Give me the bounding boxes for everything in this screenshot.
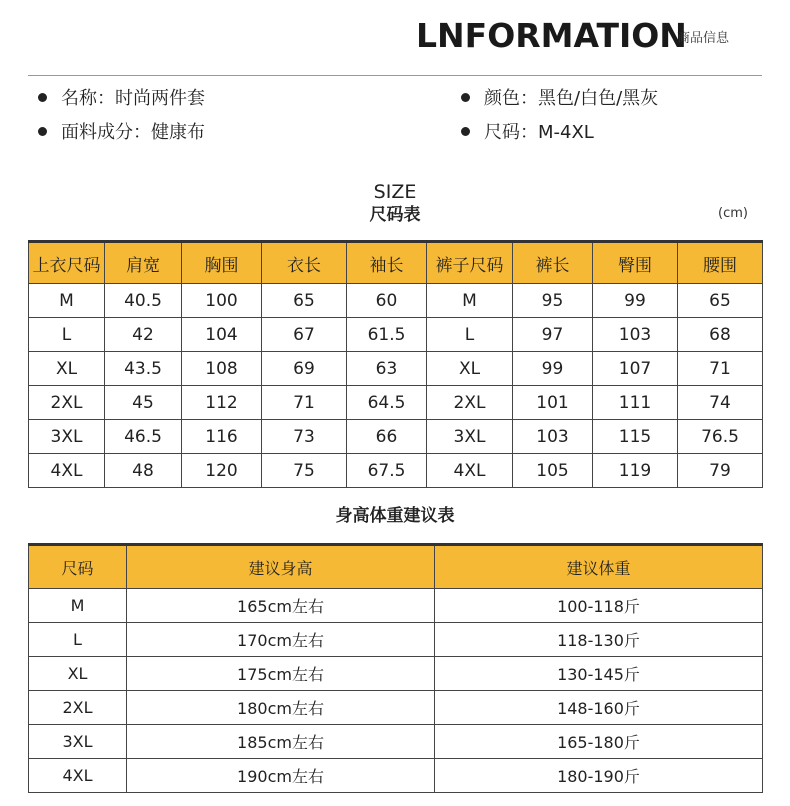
size-table-cell: 4XL: [29, 454, 105, 488]
size-table-cell: 2XL: [29, 386, 105, 420]
recommend-table-cell: 165cm左右: [127, 589, 435, 623]
size-chart-header-row: [29, 242, 763, 284]
recommend-table-row: [29, 589, 763, 623]
size-table-cell: 75: [262, 454, 347, 488]
recommend-table-cell: 148-160斤: [435, 691, 763, 725]
size-chart-title-cn: 尺码表: [369, 205, 421, 225]
size-chart-unit: (cm): [718, 206, 748, 221]
recommend-table-cell: 4XL: [29, 759, 127, 793]
size-header-cell: 上衣尺码: [29, 242, 105, 284]
recommend-table-cell: 175cm左右: [127, 657, 435, 691]
recommend-chart-table: [28, 543, 763, 793]
size-header-cell: 衣长: [262, 242, 347, 284]
size-table-cell: 2XL: [427, 386, 513, 420]
size-table-cell: 99: [593, 284, 678, 318]
size-table-cell: M: [29, 284, 105, 318]
size-table-cell: 116: [182, 420, 262, 454]
recommend-table-row: [29, 725, 763, 759]
recommend-table-cell: 2XL: [29, 691, 127, 725]
size-table-cell: 100: [182, 284, 262, 318]
size-table-cell: 3XL: [427, 420, 513, 454]
size-chart-title-en: SIZE: [373, 181, 417, 203]
info-name-text: 名称：时尚两件套: [61, 88, 205, 109]
size-table-cell: 66: [347, 420, 427, 454]
size-header-cell: 臀围: [593, 242, 678, 284]
info-name: [38, 87, 205, 111]
size-table-row: [29, 318, 763, 352]
size-table-cell: 45: [105, 386, 182, 420]
size-chart-table: [28, 240, 763, 488]
info-color-text: 颜色：黑色/白色/黑灰: [484, 88, 659, 109]
size-table-row: [29, 420, 763, 454]
size-table-cell: 101: [513, 386, 593, 420]
recommend-table-cell: 185cm左右: [127, 725, 435, 759]
size-chart-body: [29, 284, 763, 488]
size-table-cell: 69: [262, 352, 347, 386]
size-table-cell: 105: [513, 454, 593, 488]
size-table-cell: 3XL: [29, 420, 105, 454]
size-table-cell: 71: [678, 352, 763, 386]
recommend-table-cell: 3XL: [29, 725, 127, 759]
size-table-cell: 103: [513, 420, 593, 454]
recommend-table-cell: 190cm左右: [127, 759, 435, 793]
size-table-cell: 103: [593, 318, 678, 352]
header-title: LNFORMATION: [416, 16, 687, 55]
size-header-cell: 胸围: [182, 242, 262, 284]
size-header-cell: 裤子尺码: [427, 242, 513, 284]
recommend-table-row: [29, 691, 763, 725]
size-header-cell: 腰围: [678, 242, 763, 284]
header-subtitle: 商品信息: [677, 31, 730, 46]
size-table-cell: 120: [182, 454, 262, 488]
recommend-table-cell: 170cm左右: [127, 623, 435, 657]
size-table-cell: 76.5: [678, 420, 763, 454]
recommend-table-cell: 165-180斤: [435, 725, 763, 759]
size-header-cell: 袖长: [347, 242, 427, 284]
size-table-cell: 61.5: [347, 318, 427, 352]
info-size-text: 尺码：M-4XL: [484, 122, 594, 143]
size-table-cell: XL: [29, 352, 105, 386]
size-table-cell: 97: [513, 318, 593, 352]
recommend-chart-body: [29, 589, 763, 793]
size-table-cell: 46.5: [105, 420, 182, 454]
recommend-table-row: [29, 623, 763, 657]
size-table-row: [29, 284, 763, 318]
size-table-cell: 64.5: [347, 386, 427, 420]
size-table-row: [29, 386, 763, 420]
recommend-table-cell: 130-145斤: [435, 657, 763, 691]
size-table-cell: 115: [593, 420, 678, 454]
page-header: [0, 16, 790, 60]
recommend-header-cell: 建议体重: [435, 545, 763, 589]
recommend-chart-header-row: [29, 545, 763, 589]
size-table-cell: L: [29, 318, 105, 352]
size-table-row: [29, 352, 763, 386]
size-table-cell: 48: [105, 454, 182, 488]
recommend-table-cell: 118-130斤: [435, 623, 763, 657]
size-header-cell: 裤长: [513, 242, 593, 284]
recommend-table-cell: 180-190斤: [435, 759, 763, 793]
recommend-table-cell: L: [29, 623, 127, 657]
recommend-chart-title: 身高体重建议表: [335, 506, 455, 526]
info-size: [461, 121, 594, 145]
info-fabric-text: 面料成分：健康布: [61, 122, 205, 143]
recommend-table-cell: XL: [29, 657, 127, 691]
info-color: [461, 87, 658, 111]
size-table-cell: 63: [347, 352, 427, 386]
size-table-cell: 60: [347, 284, 427, 318]
size-table-cell: 79: [678, 454, 763, 488]
size-table-cell: 111: [593, 386, 678, 420]
info-fabric: [38, 121, 205, 145]
size-table-cell: 68: [678, 318, 763, 352]
size-table-cell: 65: [262, 284, 347, 318]
size-table-cell: L: [427, 318, 513, 352]
size-table-cell: 73: [262, 420, 347, 454]
size-table-row: [29, 454, 763, 488]
size-table-cell: 99: [513, 352, 593, 386]
size-table-cell: 74: [678, 386, 763, 420]
recommend-table-cell: 180cm左右: [127, 691, 435, 725]
size-table-cell: 107: [593, 352, 678, 386]
recommend-table-row: [29, 759, 763, 793]
size-table-cell: 119: [593, 454, 678, 488]
size-table-cell: 67.5: [347, 454, 427, 488]
header-divider: [28, 75, 762, 76]
recommend-table-cell: 100-118斤: [435, 589, 763, 623]
bullet-icon: [38, 127, 47, 136]
size-table-cell: XL: [427, 352, 513, 386]
size-table-cell: 108: [182, 352, 262, 386]
size-table-cell: M: [427, 284, 513, 318]
size-table-cell: 43.5: [105, 352, 182, 386]
recommend-header-cell: 建议身高: [127, 545, 435, 589]
size-table-cell: 104: [182, 318, 262, 352]
bullet-icon: [461, 127, 470, 136]
size-table-cell: 95: [513, 284, 593, 318]
size-table-cell: 112: [182, 386, 262, 420]
size-table-cell: 40.5: [105, 284, 182, 318]
size-table-cell: 65: [678, 284, 763, 318]
recommend-table-row: [29, 657, 763, 691]
size-header-cell: 肩宽: [105, 242, 182, 284]
size-table-cell: 4XL: [427, 454, 513, 488]
size-table-cell: 42: [105, 318, 182, 352]
bullet-icon: [38, 93, 47, 102]
recommend-header-cell: 尺码: [29, 545, 127, 589]
bullet-icon: [461, 93, 470, 102]
size-table-cell: 71: [262, 386, 347, 420]
size-table-cell: 67: [262, 318, 347, 352]
recommend-table-cell: M: [29, 589, 127, 623]
